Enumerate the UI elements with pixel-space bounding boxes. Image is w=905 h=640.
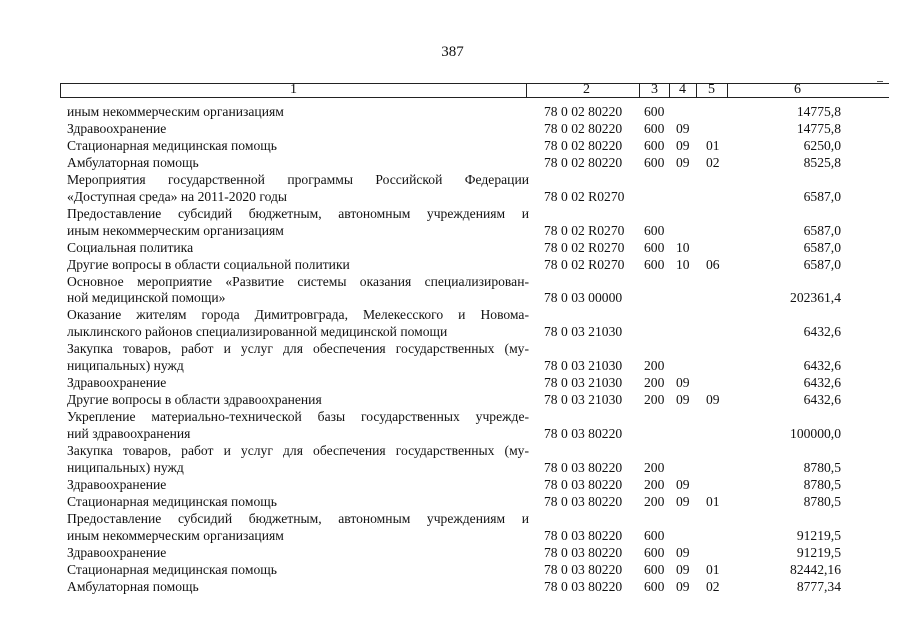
row-name	[67, 274, 529, 308]
row-expense-type: 600	[644, 578, 665, 594]
row-name	[67, 206, 529, 240]
row-sum: 6432,6	[803, 324, 841, 340]
row-name-line: ной медицинской помощи»	[67, 290, 226, 306]
row-expense-type: 600	[644, 561, 665, 577]
row-code: 78 0 02 R0270	[544, 188, 625, 204]
row-subsection: 01	[706, 561, 720, 577]
row-section: 09	[676, 392, 690, 408]
header-col-5: 5	[708, 82, 715, 97]
margin-mark	[877, 81, 883, 82]
row-subsection: 02	[706, 154, 720, 170]
row-name	[67, 477, 529, 494]
row-section: 09	[676, 375, 690, 391]
row-code: 78 0 02 R0270	[544, 222, 625, 238]
row-code: 78 0 03 80220	[544, 578, 623, 594]
header-col-3: 3	[651, 82, 658, 97]
row-expense-type: 600	[644, 120, 665, 136]
row-expense-type: 600	[644, 137, 665, 153]
row-code: 78 0 03 21030	[544, 358, 623, 374]
table-header	[60, 83, 889, 98]
row-sum: 100000,0	[790, 426, 841, 442]
row-subsection: 06	[706, 256, 720, 272]
header-divider	[669, 83, 670, 97]
header-col-2: 2	[583, 82, 590, 97]
row-expense-type: 600	[644, 222, 665, 238]
row-code: 78 0 02 80220	[544, 154, 623, 170]
row-expense-type: 200	[644, 358, 665, 374]
row-sum: 8780,5	[803, 493, 841, 509]
row-sum: 8780,5	[803, 459, 841, 475]
row-name-line: Социальная политика	[67, 239, 194, 255]
row-code: 78 0 02 80220	[544, 104, 623, 119]
row-name-line: ний здравоохранения	[67, 426, 191, 442]
row-sum: 6587,0	[803, 239, 841, 255]
row-code: 78 0 03 80220	[544, 476, 623, 492]
row-code: 78 0 03 80220	[544, 493, 623, 509]
row-code: 78 0 03 80220	[544, 459, 623, 475]
row-name	[67, 545, 529, 562]
row-name	[67, 409, 529, 443]
row-subsection: 01	[706, 493, 720, 509]
row-name-line: Закупка товаров, работ и услуг для обеспечения государственных (му-	[67, 443, 529, 458]
row-code: 78 0 02 R0270	[544, 239, 625, 255]
row-sum: 6587,0	[803, 188, 841, 204]
row-name	[67, 511, 529, 545]
row-code: 78 0 03 80220	[544, 426, 623, 442]
row-expense-type: 600	[644, 154, 665, 170]
row-name	[67, 121, 529, 138]
row-code: 78 0 03 00000	[544, 290, 623, 306]
row-subsection: 09	[706, 392, 720, 408]
header-divider	[696, 83, 697, 97]
row-code: 78 0 03 21030	[544, 392, 623, 408]
row-name-line: Предоставление субсидий бюджетным, автономным учреждениям и	[67, 510, 529, 526]
row-expense-type: 600	[644, 239, 665, 255]
row-name-line: Закупка товаров, работ и услуг для обеспечения государственных (му-	[67, 341, 529, 357]
row-name-line: ниципальных) нужд	[67, 358, 184, 374]
row-name-line: иным некоммерческим организациям	[67, 104, 284, 119]
row-expense-type: 600	[644, 527, 665, 543]
row-section: 10	[676, 239, 690, 255]
row-sum: 82442,16	[790, 561, 841, 577]
row-name	[67, 494, 529, 511]
row-name	[67, 579, 529, 596]
row-name-line: иным некоммерческим организациям	[67, 527, 284, 543]
row-name-line: Другие вопросы в области социальной политики	[67, 256, 350, 272]
row-sum: 6432,6	[803, 358, 841, 374]
row-sum: 6432,6	[803, 375, 841, 391]
row-section: 09	[676, 493, 690, 509]
row-name-line: Стационарная медицинская помощь	[67, 493, 277, 509]
row-name-line: Здравоохранение	[67, 476, 167, 492]
row-code: 78 0 03 80220	[544, 544, 623, 560]
header-divider	[526, 83, 527, 97]
row-code: 78 0 03 21030	[544, 324, 623, 340]
row-section: 09	[676, 120, 690, 136]
header-col-4: 4	[679, 82, 686, 97]
row-sum: 6250,0	[803, 137, 841, 153]
row-expense-type: 600	[644, 256, 665, 272]
row-name-line: Амбулаторная помощь	[67, 154, 199, 170]
page-number: 387	[441, 44, 464, 60]
row-expense-type: 200	[644, 476, 665, 492]
header-divider	[639, 83, 640, 97]
row-name	[67, 443, 529, 477]
row-code: 78 0 02 R0270	[544, 256, 625, 272]
row-expense-type: 200	[644, 375, 665, 391]
row-code: 78 0 02 80220	[544, 137, 623, 153]
row-name-line: «Доступная среда» на 2011-2020 годы	[67, 188, 288, 204]
row-name	[67, 104, 529, 121]
row-code: 78 0 03 21030	[544, 375, 623, 391]
row-section: 09	[676, 137, 690, 153]
row-section: 09	[676, 578, 690, 594]
row-expense-type: 200	[644, 392, 665, 408]
row-name	[67, 307, 529, 341]
row-name-line: Другие вопросы в области здравоохранения	[67, 392, 322, 408]
row-name-line: Стационарная медицинская помощь	[67, 137, 277, 153]
row-name-line: Основное мероприятие «Развитие системы оказания специализирован-	[67, 273, 529, 289]
row-name	[67, 375, 529, 392]
row-sum: 6587,0	[803, 222, 841, 238]
row-name-line: Предоставление субсидий бюджетным, автономным учреждениям и	[67, 205, 529, 221]
row-name-line: Мероприятия государственной программы Российской Федерации	[67, 171, 529, 187]
row-expense-type: 600	[644, 104, 665, 119]
header-col-1: 1	[290, 82, 297, 97]
row-sum: 6432,6	[803, 392, 841, 408]
row-name	[67, 392, 529, 409]
row-subsection: 01	[706, 137, 720, 153]
row-name-line: Амбулаторная помощь	[67, 578, 199, 594]
row-name-line: Оказание жителям города Димитровграда, Мелекесского и Новома-	[67, 307, 529, 323]
row-sum: 6587,0	[803, 256, 841, 272]
row-code: 78 0 03 80220	[544, 561, 623, 577]
row-sum: 8780,5	[803, 476, 841, 492]
header-col-6: 6	[794, 82, 801, 97]
row-name	[67, 172, 529, 206]
row-expense-type: 200	[644, 459, 665, 475]
row-sum: 8777,34	[796, 578, 841, 594]
row-name	[67, 257, 529, 274]
row-sum: 14775,8	[796, 120, 841, 136]
header-divider	[727, 83, 728, 97]
row-sum: 14775,8	[796, 104, 841, 119]
row-section: 09	[676, 476, 690, 492]
row-subsection: 02	[706, 578, 720, 594]
row-code: 78 0 02 80220	[544, 120, 623, 136]
row-name	[67, 138, 529, 155]
row-sum: 91219,5	[796, 544, 841, 560]
row-name-line: Стационарная медицинская помощь	[67, 561, 277, 577]
row-expense-type: 200	[644, 493, 665, 509]
row-name	[67, 155, 529, 172]
row-expense-type: 600	[644, 544, 665, 560]
row-name	[67, 341, 529, 375]
row-name-line: ниципальных) нужд	[67, 459, 184, 475]
row-name	[67, 562, 529, 579]
row-section: 09	[676, 154, 690, 170]
row-sum: 91219,5	[796, 527, 841, 543]
row-name-line: Здравоохранение	[67, 120, 167, 136]
row-sum: 8525,8	[803, 154, 841, 170]
row-section: 09	[676, 561, 690, 577]
row-name-line: лыклинского районов специализированной медицинской помощи	[67, 324, 448, 340]
row-section: 10	[676, 256, 690, 272]
row-name-line: Здравоохранение	[67, 375, 167, 391]
row-code: 78 0 03 80220	[544, 527, 623, 543]
row-name-line: иным некоммерческим организациям	[67, 222, 284, 238]
row-name-line: Здравоохранение	[67, 544, 167, 560]
row-section: 09	[676, 544, 690, 560]
row-name	[67, 240, 529, 257]
row-sum: 202361,4	[790, 290, 841, 306]
row-name-line: Укрепление материально-технической базы государственных учрежде-	[67, 409, 529, 425]
